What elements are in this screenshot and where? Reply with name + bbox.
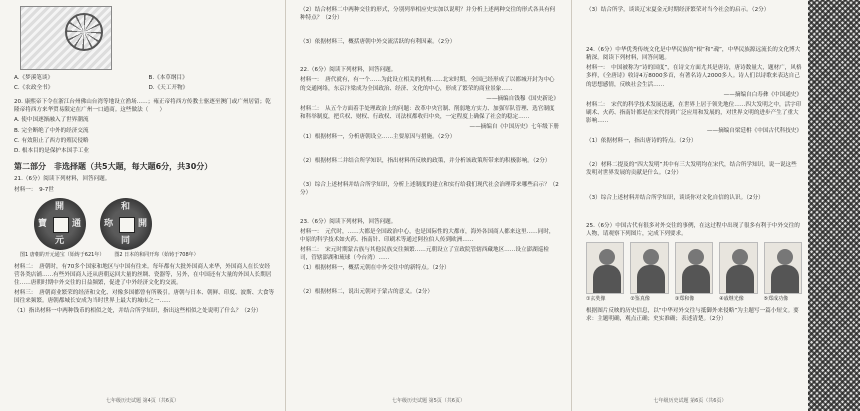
answer-space[interactable] (300, 167, 559, 181)
portrait-row (586, 242, 802, 294)
zhengchenggong-portrait-icon (764, 242, 802, 294)
material-23-1: 材料一： 元代时，……大都是全国政治中心，也是国际性的大都市，海外各国商人都来这里……同时，中原的科学技术如火药、指南针、印刷术等通过阿拉伯人传到欧洲…… (300, 228, 555, 243)
coin-caption-1: 图1 唐朝的开元通宝（始铸于621年） (20, 251, 105, 258)
q20-option-b[interactable]: B. 完全断绝了中外的经济交流 (14, 127, 89, 134)
page-5 (286, 0, 572, 411)
coin-char: 同 (121, 235, 131, 246)
q19-options (14, 74, 275, 94)
answer-space[interactable] (586, 204, 802, 218)
answer-space[interactable] (300, 24, 559, 38)
material-24-2: 材料二： 宋代的科学技术发展迅速，在世界上居于领先地位……四大发明之中，活字印刷术、火药、指南针都是在宋代得到广泛应用和发展的，对世界文明的进步产生了重大影响…… (586, 101, 802, 124)
material-label: 材料一： 9-7世 (14, 186, 54, 193)
answer-space[interactable] (300, 48, 559, 62)
source-24-1: ——摘编自白寿彝《中国通史》 (723, 91, 802, 98)
wadokaichin-coin-icon (100, 198, 152, 250)
page-4 (0, 0, 286, 411)
portrait-caption: ②鉴真像 (630, 295, 650, 302)
answer-space[interactable] (300, 143, 559, 157)
question-21-3: （3）依据材料三，概括唐朝中外交流活跃的有利因素。（2分） (300, 39, 456, 46)
question-23-2: （2）根据材料二，说出元朝对于蒙古的意义。（2分） (300, 289, 433, 296)
question-21-1: （1）指出材料一中两种钱币的相似之处，并结合所学知识，指出这些相似之处说明了什么？（2分） (14, 308, 262, 315)
question-24-2: （2）材料二提及的“四大发明”其中有三大发明均在宋代，结合所学知识，说一说这些发明对世界发展的贡献是什么。（2分） (586, 162, 797, 177)
answer-space[interactable] (300, 274, 559, 288)
material-22-2: 材料二： 从五个方面着手处理政治上的问题：改革中央官制、削弱地方实力、加强军队管理、选官制度和科举制度，把兵权、财权、行政权、司法权都收归中央，一定程度上确保了社会的稳定…… (300, 105, 555, 120)
answer-space[interactable] (586, 147, 802, 161)
question-24-3: （3）综合上述材料并结合所学知识，谈谈你对文化自信的认识。（2分） (586, 194, 764, 201)
page-footer: 七年级历史试题 第4页（共6页） (106, 397, 179, 404)
question-22-1: （1）根据材料一，分析唐朝设立……主要原因与措施。（2分） (300, 134, 456, 141)
question-25: 25.（6分）中国古代有很多对外交往的事例，在这过程中出现了很多有利于中外交往的人物，请观察下列图片，完成下列要求。 (586, 222, 800, 237)
question-21: 21.（6分）阅读下列材料，回答问题。 (14, 176, 111, 183)
jianzhen-portrait-icon (630, 242, 668, 294)
coin-char: 寶 (38, 218, 48, 229)
material-3: 材料三： 唐朝商业繁荣的经济和文化、对像多国都曾有所吸引。唐朝与日本、朝鲜、印度、波斯、大食等国往来频繁。唐朝都城长安成为当时世界上最大的城市之一…… (14, 290, 275, 305)
waterwheel-illustration (20, 6, 112, 70)
q20-option-d[interactable]: D. 根本目的是保护本国手工业 (14, 147, 89, 154)
page-footer: 七年级历史试题 第5页（共6页） (392, 397, 465, 404)
page-6 (572, 0, 808, 411)
source-24-2: ——摘编自梁廷枏《中国古代科技史》 (706, 128, 802, 135)
answer-space[interactable] (586, 180, 802, 194)
question-24-1: （1）依据材料一，指出唐诗的特点。（2分） (586, 138, 697, 145)
portrait-caption: ③郑和像 (674, 295, 695, 302)
material-2: 材料二： 唐朝时，有70多个国家和地区与中国有往来。每年都有大批外国商人来华，外国商人在长安经营各类店铺……有些外国商人还从唐朝运回大量的丝绸、瓷器等，另外，在中国还有大量的外国人长期居住……唐朝时期中外交往的日益频繁，促进了中外经济文化的交流。 (14, 263, 272, 287)
coin-char: 開 (138, 218, 148, 229)
question-25-text: 根据图片反映的历史信息，以“中华对外交往与抵御外来侵略”为主题写一篇小短文。要求：主题明确，观点正确；史实准确；表述清楚。（2分） (586, 308, 799, 323)
option-a[interactable]: A.《梦溪笔谈》 (14, 75, 54, 81)
coin-caption-2: 图2 日本的和同开珎（始铸于708年） (114, 251, 199, 258)
coin-captions (20, 252, 275, 259)
xuanzang-portrait-icon (586, 242, 624, 294)
source-22-2: ——摘编自《中国历史》七年级下册 (469, 123, 559, 130)
material-23-2: 材料二： 宋元时期蒙古族与其他民族交往频繁……元朝设立了宣政院管辖西藏地区……设立澎湖巡检司，管辖澎湖和琉球（今台湾）…… (300, 246, 549, 261)
coin-char: 開 (55, 201, 65, 212)
source-22-1: ——摘编自钱穆《国史新论》 (486, 95, 559, 102)
q20-option-c[interactable]: C. 有效阻止了西方的殖民侵略 (14, 137, 89, 144)
portrait-captions (586, 296, 802, 303)
material-22-1: 材料一： 唐代就有，有一个……为此设立相关的机构……北宋时期，全国已经形成了以都城开封为中心的交通网络，东京汴梁成为全国政治、经济、文化的中心，形成了繁荣的商业景象…… (300, 77, 555, 92)
coin-char: 珎 (104, 218, 114, 229)
q20-option-a[interactable]: A. 使中国逐渐融入了世界潮流 (14, 117, 89, 124)
option-b[interactable]: B.《本草纲目》 (148, 75, 188, 81)
question-22: 22.（6分）阅读下列材料，回答问题。 (300, 67, 397, 74)
portrait-caption: ⑤郑成功像 (763, 295, 789, 302)
qijiguang-portrait-icon (719, 242, 757, 294)
option-d[interactable]: D.《天工开物》 (148, 85, 189, 92)
section-title: 第二部分 非选择题（共5大题，每大题6分，共30分） (14, 161, 213, 171)
kaiyuan-coin-icon (34, 198, 86, 250)
zhenghe-portrait-icon (675, 242, 713, 294)
question-22-2: （2）根据材料二并结合所学知识，指出材料所反映的政策，并分析该政策所带来的积极影响。（2分） (300, 158, 551, 165)
question-23-3: （3）结合所学，谈谈辽宋夏金元时期经济繁荣对当今社会的启示。（2分） (586, 7, 770, 13)
answer-space[interactable] (586, 16, 802, 42)
portrait-caption: ④戚继光像 (719, 295, 744, 302)
answer-space[interactable] (300, 200, 559, 214)
coin-char: 元 (55, 235, 65, 246)
page-footer: 七年级历史试题 第6页（共6页） (653, 397, 727, 404)
question-22-3: （3）综合上述材料并结合所学知识，分析上述制度的建立和实行给我们现代社会治理带来哪些启示？（2分） (300, 182, 559, 197)
coin-char: 和 (121, 201, 131, 212)
material-24-1: 材料一： 中国被称为“诗的国度”，在诗文方面尤其是唐诗，唐诗数量大，题材广，风格多样，《全唐诗》收诗4万8000多首，有著名诗人2000多人。诗人们以诗歌来表达自己的思想感情，反映社会生活…… (586, 65, 802, 88)
coin-figures (34, 198, 275, 250)
question-20: 20. 康熙帝下令在浙江台州佛山台湾等地设立渔场……；雍正帝将西方传教士驱逐至澳门或广州居留；乾隆帝将西方来华贸易限定在广州一口通商。这些做法（ ） (14, 99, 271, 114)
question-21-2: （2）结合材料二中两种交往的形式，分别列举相应史实加以说明？并分析上述两种交往的形式各具有何种特点？（2分） (300, 7, 556, 22)
coin-char: 通 (72, 218, 82, 229)
question-23-1: （1）根据材料一，概括元朝在中外交往中的新特点。（2分） (300, 265, 450, 272)
option-c[interactable]: C.《农政全书》 (14, 85, 54, 92)
binding-pattern-strip (808, 0, 860, 411)
question-24: 24.（6分）中华优秀传统文化是中华民族的“根”和“魂”，中华民族源远流长的文化博大精深。阅读下列材料，回答问题。 (586, 47, 801, 62)
question-23: 23.（6分）阅读下列材料，回答问题。 (300, 218, 397, 225)
portrait-caption: ①玄奘像 (586, 295, 606, 302)
waterwheel-icon (65, 13, 103, 51)
